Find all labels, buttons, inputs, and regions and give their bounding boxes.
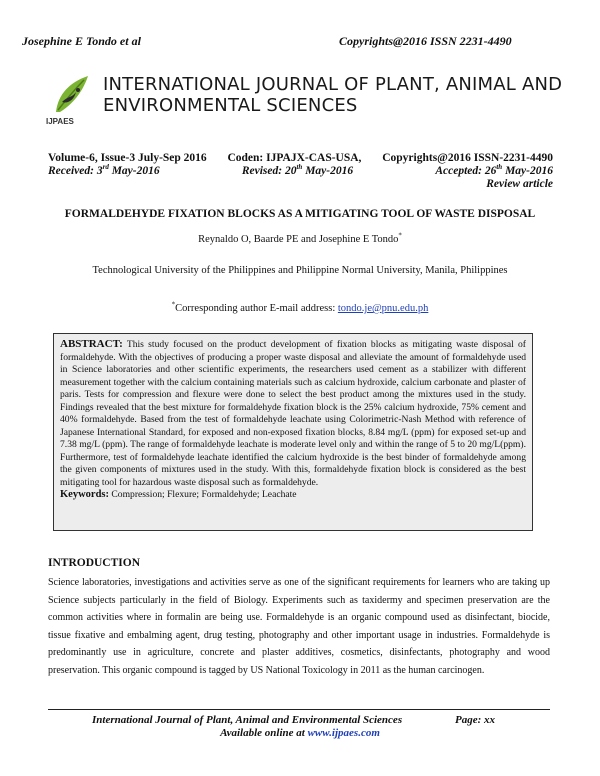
running-header-copyright: Copyrights@2016 ISSN 2231-4490: [339, 34, 512, 48]
issn-copyright: Copyrights@2016 ISSN-2231-4490: [382, 152, 553, 164]
volume-issue: Volume-6, Issue-3 July-Sep 2016: [48, 152, 207, 164]
footer-page-number: Page: xx: [455, 714, 496, 726]
abstract-box: [53, 333, 533, 531]
footer-availability: Available online at www.ijpaes.com: [220, 727, 380, 739]
introduction-body: Science laboratories, investigations and activities serve as one of the significant requirements for learners who are taking up Science subjects particularly in the field of Biology. Experiments such as taxidermy and specimen preservation are the common activities where in formalin are being use. Formaldehyde is an organic compound used as disinfectant, biocide, tissue fixative and embalming agent, drug testing, photography and other important usage in industries. Formaldehyde is predominantly use in agriculture, concrete and plaster additives, cosmetics, disinfectants, photography and wood preservation. This organic compound is tagged by US National Toxicology in 2011 as the human carcinogen.: [48, 577, 550, 676]
leaf-bird-icon: [48, 72, 96, 118]
paper-title: FORMALDEHYDE FIXATION BLOCKS AS A MITIGATING TOOL OF WASTE DISPOSAL: [64, 208, 536, 220]
accepted-date: Accepted: 26th May-2016: [435, 163, 553, 177]
abstract-label: ABSTRACT:: [60, 338, 123, 350]
running-header-author: Josephine E Tondo et al: [22, 34, 141, 48]
journal-title: [103, 74, 563, 116]
article-type: Review article: [486, 178, 553, 190]
introduction-heading: INTRODUCTION: [48, 557, 141, 569]
journal-title-line-2: ENVIRONMENTAL SCIENCES: [103, 95, 358, 116]
footer-website-link[interactable]: www.ijpaes.com: [307, 727, 380, 739]
revised-date: Revised: 20th May-2016: [241, 163, 354, 177]
journal-title-line-1: INTERNATIONAL JOURNAL OF PLANT, ANIMAL AND: [103, 74, 563, 95]
coden: Coden: IJPAJX-CAS-USA,: [227, 152, 362, 164]
received-date: Received: 3rd May-2016: [48, 163, 160, 177]
journal-logo-text: IJPAES: [46, 117, 74, 126]
keywords: Keywords: Compression; Flexure; Formaldehyde; Leachate: [60, 489, 297, 500]
footer-journal-name: International Journal of Plant, Animal and Environmental Sciences: [92, 714, 403, 726]
abstract-text: ABSTRACT: This study focused on the product development of fixation blocks as mitigating waste disposal of formaldehyde. With the objectives of producing a proper waste disposal and alleviate the amount of formaldehyde used in Science laboratories and other scientific experiments, the researchers used cement as a stabilizer with different measurement together with the calcium containing materials such as calcium hydroxide, calcium carbonate and plaster of paris. Tests for compression and flexure were done to select the best product among the mixtures used in the study. Findings revealed that the best mixture for formaldehyde fixation block is the 25% calcium hydroxide, 75% cement and 40% formaldehyde. Based from the test of formaldehyde leachate using Colorimetric-Nash Method with reference of Japanese International Standard, for exposed and non-exposed fixation blocks, 8.84 mg/L (ppm) for exposed set-up and 7.38 mg/L (ppm). The range of formaldehyde leachate is moderate level only and within the range of 5 to 20 mg/L(ppm). Furthermore, test of formaldehyde leachate identified the calcium hydroxide is the best binder of formaldehyde among the given components of mixtures used in the study. With this, formaldehyde fixation block is considered as the best mitigating tool for hazardous waste disposal such as formaldehyde.: [60, 338, 526, 488]
dates-row: [48, 165, 553, 177]
corresponding-author: *Corresponding author E-mail address: tondo.je@pnu.edu.ph: [171, 300, 429, 314]
keywords-label: Keywords:: [60, 489, 109, 500]
paper-affiliation: Technological University of the Philippines and Philippine Normal University, Manila, Philippines: [92, 265, 508, 276]
corresponding-email-link[interactable]: tondo.je@pnu.edu.ph: [337, 303, 429, 314]
paper-authors: Reynaldo O, Baarde PE and Josephine E Tondo*: [198, 231, 402, 245]
footer-divider: [48, 709, 550, 710]
